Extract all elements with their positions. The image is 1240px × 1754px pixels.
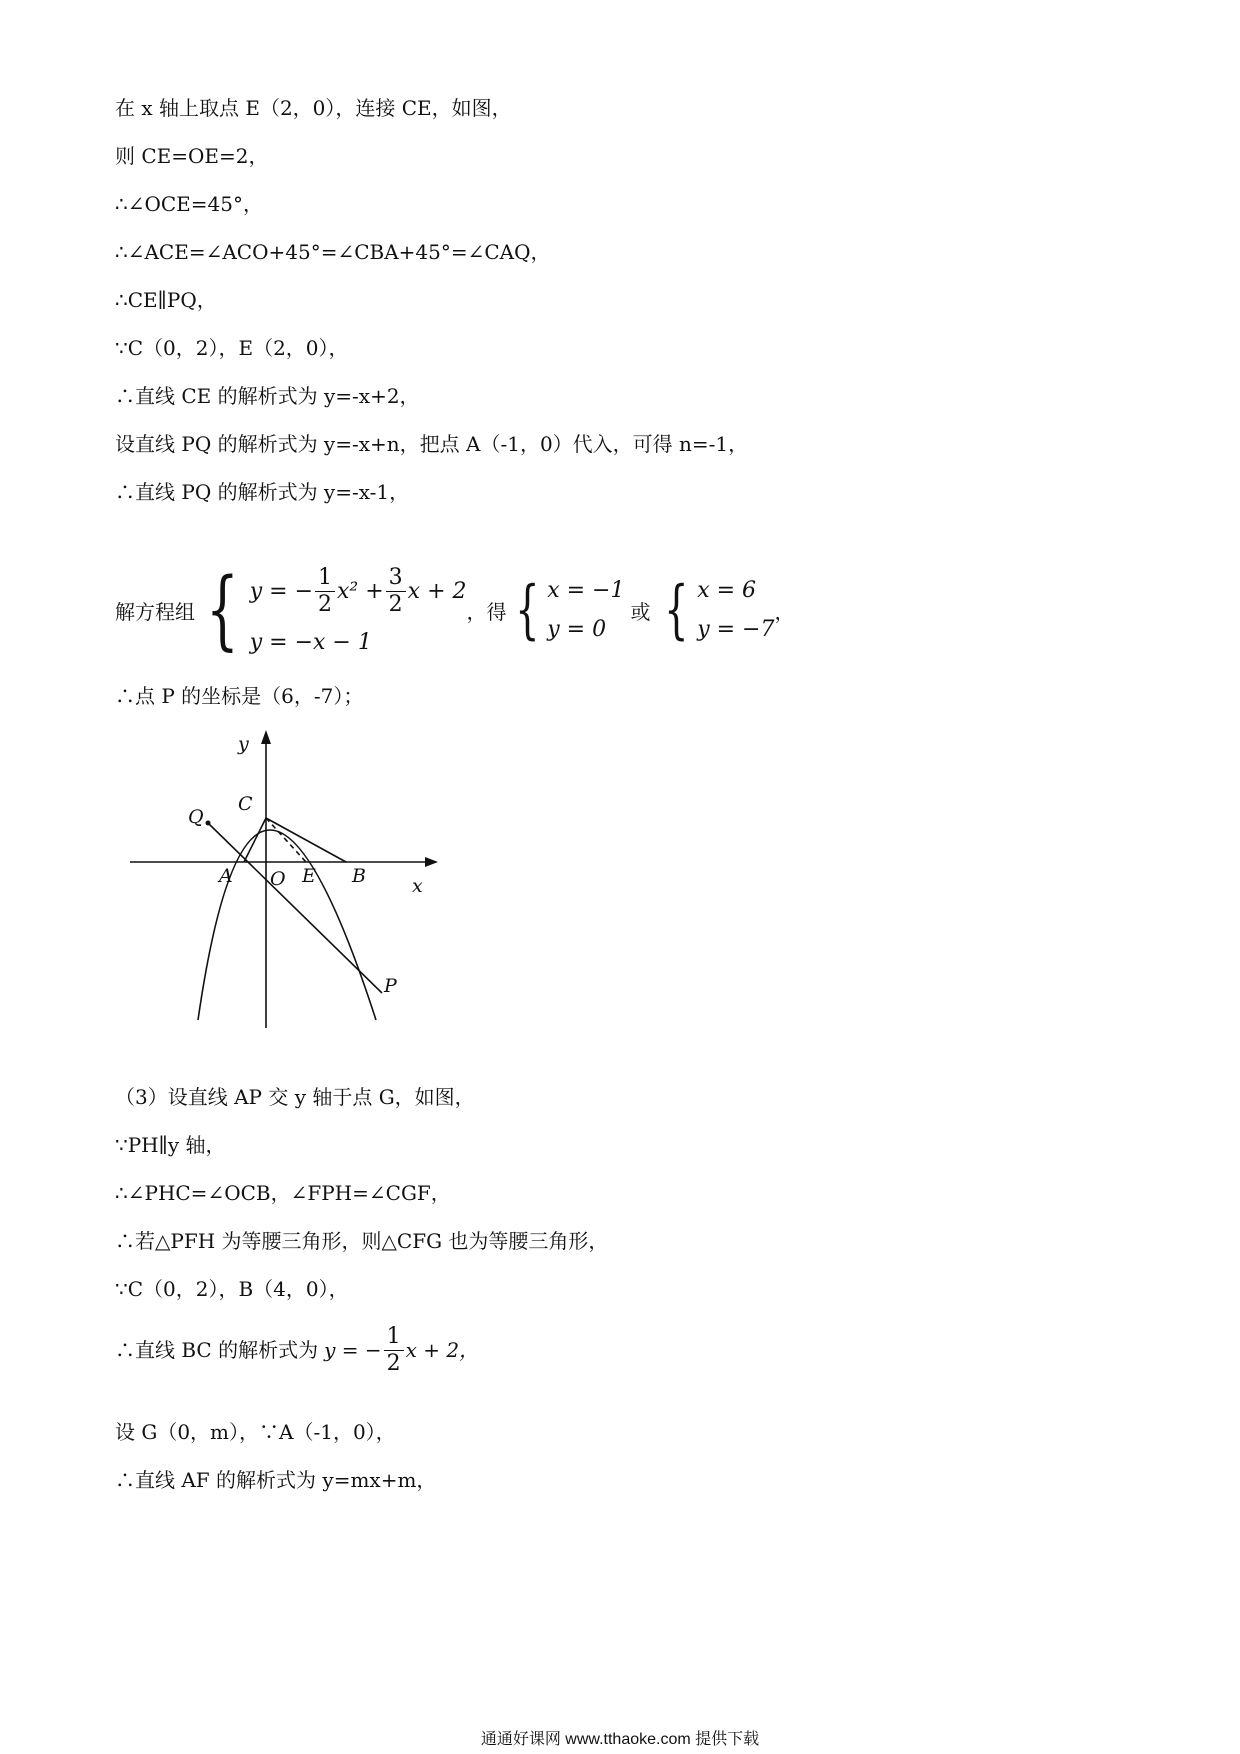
- text-line-2: 则 CE=OE=2，: [115, 144, 269, 168]
- point-q: [206, 821, 211, 826]
- equation-2: y = −x − 1: [249, 630, 372, 655]
- label-y: y: [238, 733, 249, 755]
- text-line-5: ∴CE∥PQ，: [115, 288, 217, 312]
- equation-system-line: [115, 560, 915, 660]
- fraction-one-half: $\frac{1}{2}$: [315, 565, 335, 618]
- text-line-11: （3）设直线 AP 交 y 轴于点 G，如图，: [115, 1085, 475, 1109]
- solution-2: { x = 6 y = −7: [664, 573, 775, 647]
- text-line-bc: ∴直线 BC 的解析式为 y = − $\frac{1}{2}$ x + 2，: [115, 1323, 480, 1376]
- text-line-3: ∴∠OCE=45°，: [115, 192, 263, 216]
- label-a: A: [219, 865, 233, 887]
- left-brace: {: [664, 573, 690, 647]
- solution-1: { x = −1 y = 0: [514, 573, 625, 647]
- label-p: P: [384, 975, 397, 997]
- text-line-17: 设 G（0，m），∵A（-1，0），: [115, 1420, 396, 1444]
- text-line-18: ∴直线 AF 的解析式为 y=mx+m，: [115, 1468, 437, 1492]
- parabola-curve: [198, 830, 376, 1020]
- fraction-three-halves: $\frac{3}{2}$: [386, 565, 406, 618]
- label-b: B: [352, 865, 366, 887]
- y-axis-arrow: [261, 730, 271, 744]
- text-line-8: 设直线 PQ 的解析式为 y=-x+n，把点 A（-1，0）代入，可得 n=-1，: [115, 432, 749, 456]
- label-e: E: [302, 865, 316, 887]
- label-x: x: [412, 875, 423, 897]
- text-line-1: 在 x 轴上取点 E（2，0），连接 CE，如图，: [115, 96, 512, 120]
- label-q: Q: [188, 806, 204, 828]
- text-line-7: ∴直线 CE 的解析式为 y=-x+2，: [115, 384, 420, 408]
- text-line-15: ∵C（0，2），B（4，0），: [115, 1277, 349, 1301]
- text-line-10: ∴点 P 的坐标是（6，-7）；: [115, 684, 364, 708]
- equation-1: y = − $\frac{1}{2}$ x² + $\frac{3}{2}$ x + 2: [249, 565, 467, 617]
- system-mid-text: ，得: [466, 599, 507, 624]
- segment-ce-dashed: [266, 818, 306, 862]
- segment-ac: [244, 818, 266, 862]
- or-text: 或: [630, 599, 651, 624]
- segment-cb: [266, 818, 346, 862]
- label-o: O: [270, 868, 286, 890]
- fraction-one-half-bc: $\frac{1}{2}$: [384, 1324, 404, 1377]
- line-pq: [208, 823, 382, 993]
- system-equations: [250, 565, 467, 655]
- text-line-12: ∵PH∥y 轴，: [115, 1133, 226, 1157]
- x-axis-arrow: [425, 857, 438, 867]
- equation-system: [195, 560, 467, 660]
- left-brace: {: [514, 573, 540, 647]
- text-line-9: ∴直线 PQ 的解析式为 y=-x-1，: [115, 480, 410, 504]
- system-prefix: 解方程组: [115, 599, 195, 624]
- system-end: ，: [774, 599, 795, 624]
- text-line-14: ∴若△PFH 为等腰三角形，则△CFG 也为等腰三角形，: [115, 1229, 609, 1253]
- left-brace: {: [205, 560, 239, 660]
- label-c: C: [238, 793, 253, 815]
- text-line-13: ∴∠PHC=∠OCB，∠FPH=∠CGF，: [115, 1181, 451, 1205]
- text-line-4: ∴∠ACE=∠ACO+45°=∠CBA+45°=∠CAQ，: [115, 240, 551, 264]
- text-line-6: ∵C（0，2），E（2，0），: [115, 336, 349, 360]
- parabola-figure: [120, 730, 450, 1030]
- page-footer: 通通好课网 www.tthaoke.com 提供下载: [480, 1731, 760, 1748]
